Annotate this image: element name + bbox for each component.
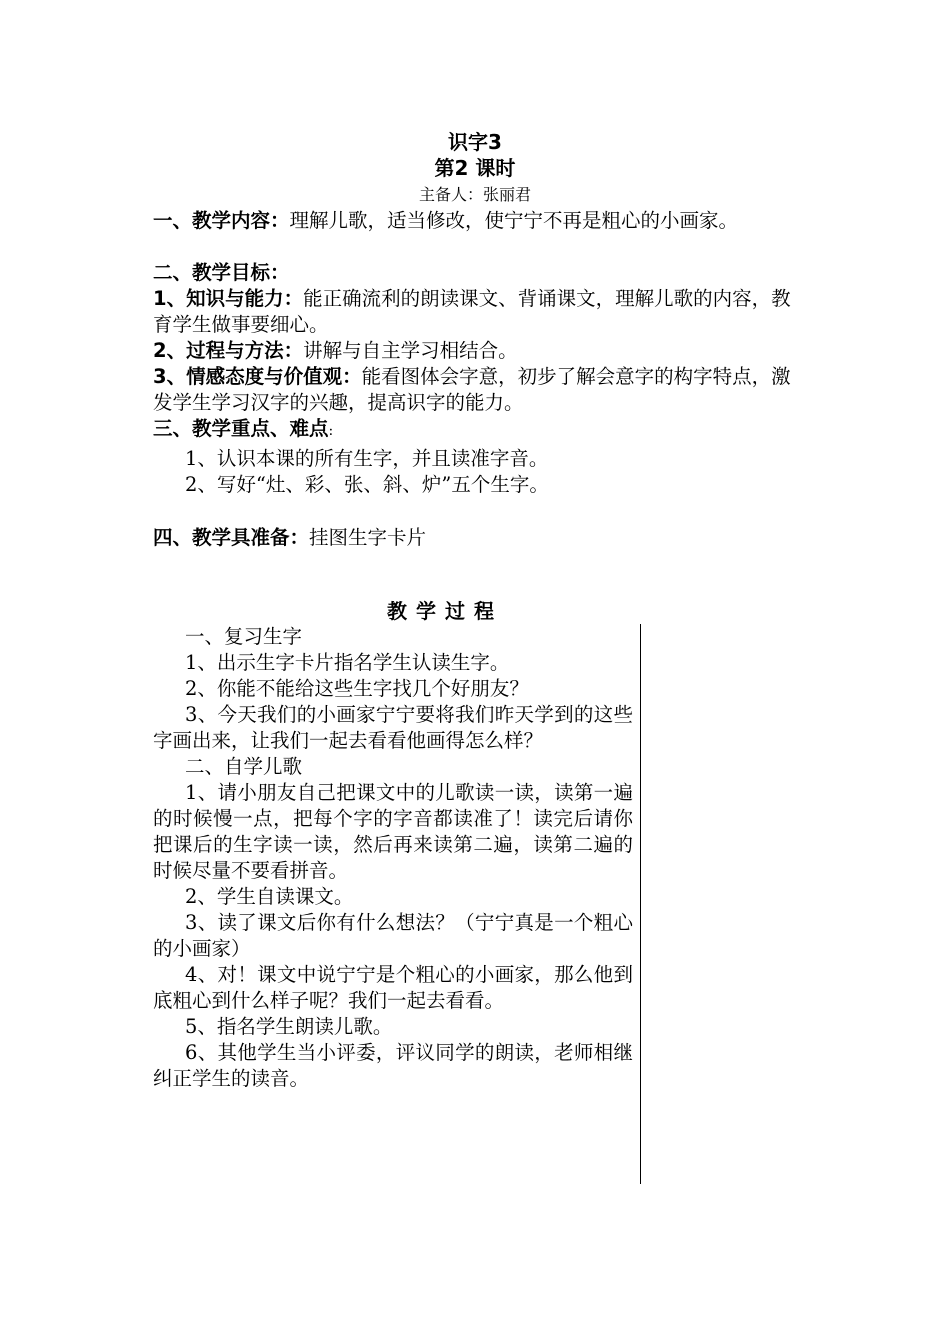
section-key-points [153,416,803,444]
section-materials [153,525,803,551]
goal-process [153,338,803,364]
process-line: 3、读了课文后你有什么想法？（宁宁真是一个粗心的小画家） [153,911,633,960]
process-line: 2、学生自读课文。 [185,885,354,908]
process-title: 教学过程 [387,599,503,623]
section-suffix: : [328,423,334,439]
key-point-1: 1、认识本课的所有生字，并且读准字音。 [185,447,549,470]
process-line: 5、指名学生朗读儿歌。 [185,1015,393,1038]
goal-label: 3、情感态度与价值观： [153,365,362,388]
section-label: 一、教学内容： [153,209,290,232]
goal-text: 能正确流利的朗读课文、背诵课文，理解儿歌的内容，教育学生做事要细心。 [153,287,791,336]
process-line: 4、对！课文中说宁宁是个粗心的小画家，那么他到底粗心到什么样子呢？我们一起去看看。 [153,963,633,1012]
process-line: 1、请小朋友自己把课文中的儿歌读一读，读第一遍的时候慢一点，把每个字的字音都读准了！读完后请你把课后的生字读一读，然后再来读第二遍，读第二遍的时候尽量不要看拼音。 [153,781,633,882]
lesson-number: 第2 课时 [434,156,516,180]
section-label: 四、教学具准备： [153,526,310,549]
preparer-line: 主备人：张丽君 [418,185,531,204]
table-divider-line [640,624,641,1184]
key-point-2: 2、写好“灶、彩、张、斜、炉”五个生字。 [185,473,549,496]
section-teaching-content [153,208,803,234]
process-line: 6、其他学生当小评委，评议同学的朗读，老师相继纠正学生的读音。 [153,1041,633,1090]
section-label: 三、教学重点、难点 [153,417,329,440]
process-line: 一、复习生字 [185,625,303,648]
document-title: 识字3 [448,130,502,154]
section-text: 理解儿歌，适当修改，使宁宁不再是粗心的小画家。 [289,209,739,232]
section-teaching-goals [153,260,803,286]
goal-label: 1、知识与能力： [153,287,304,310]
process-body [153,624,633,1092]
goal-knowledge [153,286,803,338]
process-line: 2、你能不能给这些生字找几个好朋友？ [185,677,529,700]
goal-label: 2、过程与方法： [153,339,304,362]
process-line: 1、出示生字卡片指名学生认读生字。 [185,651,510,674]
section-text: 挂图生字卡片 [309,526,427,549]
goal-text: 讲解与自主学习相结合。 [303,339,518,362]
goal-attitude [153,364,803,416]
section-label: 二、教学目标： [153,261,290,284]
process-line: 3、今天我们的小画家宁宁要将我们昨天学到的这些字画出来，让我们一起去看看他画得怎么样？ [153,703,633,752]
goal-text: 能看图体会字意，初步了解会意字的构字特点，激发学生学习汉字的兴趣，提高识字的能力。 [153,365,791,414]
process-line: 二、自学儿歌 [185,755,303,778]
